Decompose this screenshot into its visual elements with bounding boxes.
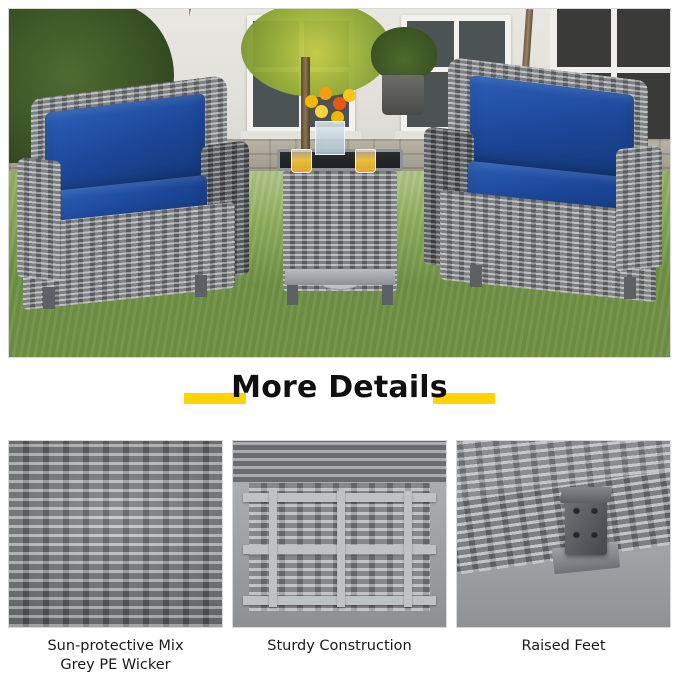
- screw-hole: [573, 507, 580, 514]
- drink-glass-left: [291, 149, 312, 173]
- armchair-left: [17, 87, 249, 319]
- table-leg: [287, 285, 298, 305]
- detail-card-caption: [456, 637, 671, 656]
- caption-line-2: Grey PE Wicker: [60, 657, 171, 673]
- frame-rail-vertical: [269, 491, 277, 607]
- flower-bloom: [319, 87, 332, 100]
- frame-rail-vertical: [404, 491, 412, 607]
- chair-leg: [470, 265, 482, 287]
- banner-title: More Details: [231, 370, 448, 405]
- screw-hole: [591, 531, 598, 538]
- planter-pot: [382, 75, 424, 115]
- table-frame-underside-image: [232, 440, 447, 628]
- detail-cards: [8, 440, 671, 675]
- raised-foot-photo: [457, 441, 670, 627]
- table-frame-photo: [233, 441, 446, 627]
- detail-card-wicker: [8, 440, 223, 675]
- detail-card-caption: [232, 637, 447, 656]
- detail-card-caption: [8, 637, 223, 675]
- chair-leg: [624, 277, 636, 299]
- foot-top-face: [559, 487, 613, 503]
- chair-leg: [43, 287, 55, 309]
- hero-scene: [9, 9, 670, 357]
- wicker-weave-texture: [9, 441, 222, 627]
- caption-line-1: Raised Feet: [521, 638, 606, 654]
- drink-glass-right: [355, 149, 376, 173]
- chair-armrest-left: [17, 157, 61, 282]
- screw-hole: [591, 507, 598, 514]
- detail-card-raised-feet: [456, 440, 671, 675]
- chair-armrest-right: [616, 145, 662, 272]
- raised-foot-block: [565, 497, 607, 555]
- hero-product-photo: [8, 8, 671, 358]
- raised-foot-closeup-image: [456, 440, 671, 628]
- side-table: [277, 149, 403, 314]
- screw-hole: [573, 531, 580, 538]
- more-details-banner: [0, 370, 679, 418]
- table-lower-shelf: [285, 269, 395, 285]
- flower-bloom: [343, 89, 356, 102]
- table-leg: [382, 285, 393, 305]
- flower-bloom: [315, 105, 328, 118]
- caption-line-1: Sun-protective Mix: [47, 638, 184, 654]
- armchair-right: [424, 69, 662, 319]
- caption-line-1: Sturdy Construction: [267, 638, 412, 654]
- detail-card-construction: [232, 440, 447, 675]
- chair-leg: [195, 275, 207, 297]
- wicker-weave-closeup-image: [8, 440, 223, 628]
- frame-rail-vertical: [337, 491, 345, 607]
- glass-vase: [315, 121, 345, 155]
- table-top-band: [233, 441, 446, 485]
